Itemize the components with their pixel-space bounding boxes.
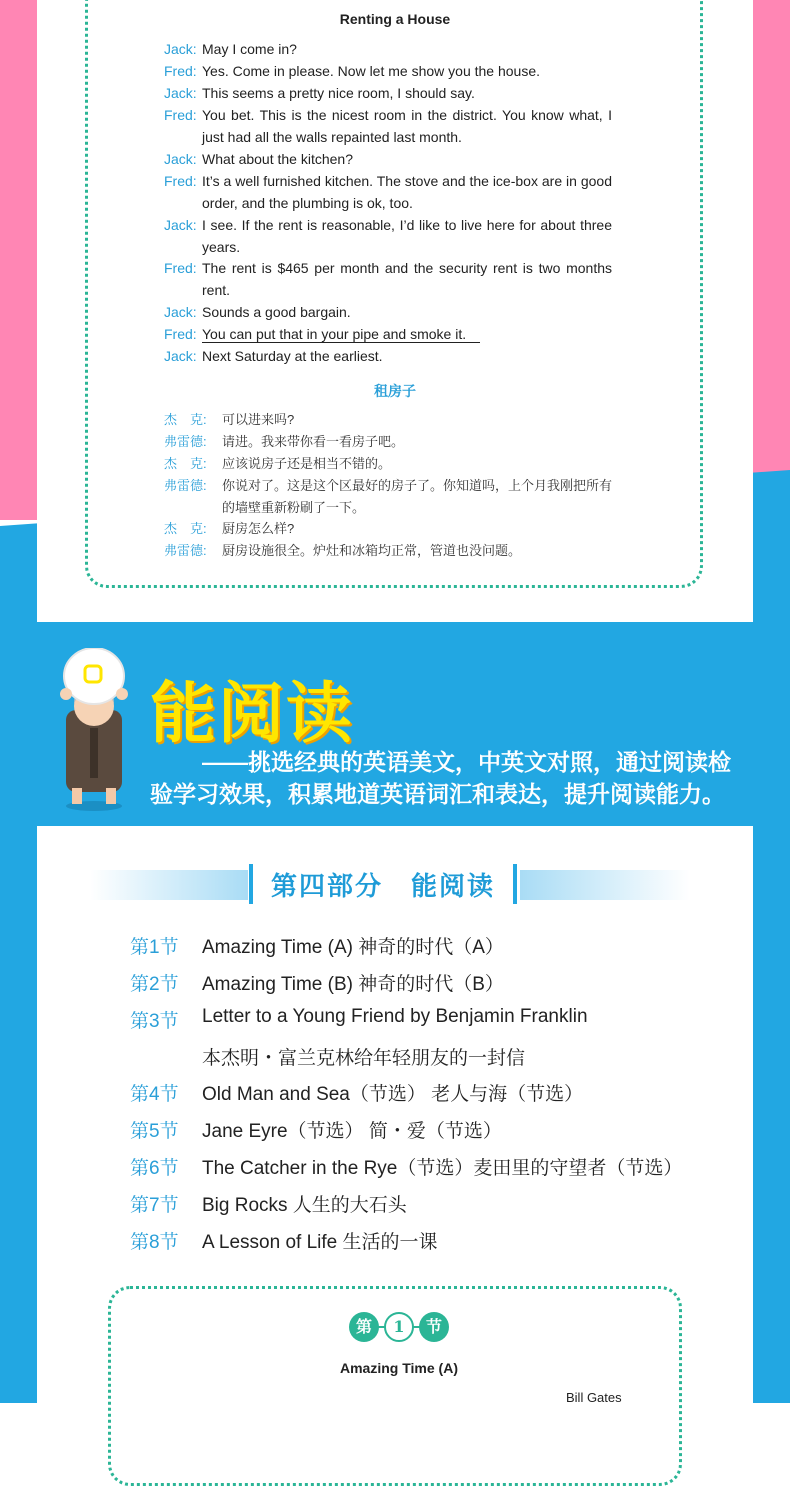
speaker-label: Jack: — [164, 348, 197, 364]
translation-text: 厨房设施很全。炉灶和冰箱均正常，管道也没问题。 — [222, 543, 522, 558]
toc-item-title[interactable]: A Lesson of Life 生活的一课 — [202, 1232, 438, 1253]
translation-text: 厨房怎么样? — [222, 521, 295, 536]
speaker-label: 弗雷德: — [164, 543, 207, 558]
dialogue-text: You bet. This is the nicest room in the district. You know what, I just had all the walls repainted last month. — [202, 107, 612, 145]
dialogue-text: I see. If the rent is reasonable, I’d like to live here for about three years. — [202, 217, 612, 255]
speaker-label: Fred: — [164, 63, 197, 79]
banner-subtitle-line1: ——挑选经典的英语美文，中英文对照，通过阅读检 — [202, 749, 731, 775]
story-author: Bill Gates — [566, 1390, 622, 1405]
speaker-label: 弗雷德: — [164, 478, 207, 493]
translation-title: 租房子 — [374, 383, 416, 399]
speaker-label: 杰 克: — [164, 456, 207, 471]
toc-item-number: 第5节 — [130, 1121, 179, 1142]
speaker-label: 弗雷德: — [164, 434, 207, 449]
dialogue-title: Renting a House — [339, 11, 451, 27]
speaker-label: Fred: — [164, 107, 197, 123]
toc-item-title[interactable]: The Catcher in the Rye（节选）麦田里的守望者（节选） — [202, 1158, 683, 1179]
badge-circle: 1 — [384, 1312, 414, 1342]
speaker-label: 杰 克: — [164, 412, 207, 427]
underline-mark — [202, 342, 480, 343]
dialogue-text: May I come in? — [202, 41, 297, 57]
toc-item-number: 第7节 — [130, 1195, 179, 1216]
badge-circle: 节 — [419, 1312, 449, 1342]
speaker-label: Jack: — [164, 217, 197, 233]
speaker-label: Jack: — [164, 151, 197, 167]
section-title: 第四部分 能阅读 — [270, 871, 495, 901]
banner-title: 能阅读 — [150, 676, 354, 750]
banner-subtitle-line2: 验学习效果，积累地道英语词汇和表达，提升阅读能力。 — [150, 781, 725, 807]
speaker-label: Fred: — [164, 260, 197, 276]
toc-item-title-cn[interactable]: 本杰明・富兰克林给年轻朋友的一封信 — [202, 1048, 526, 1069]
speaker-label: Fred: — [164, 326, 197, 342]
dialogue-text: You can put that in your pipe and smoke it. — [202, 326, 467, 342]
translation-text: 请进。我来带你看一看房子吧。 — [222, 434, 405, 449]
toc-item-number: 第3节 — [130, 1011, 179, 1032]
section-badge — [349, 1312, 449, 1342]
dialogue-text: Sounds a good bargain. — [202, 304, 351, 320]
toc-item-title[interactable]: Amazing Time (B) 神奇的时代（B） — [202, 974, 504, 995]
translation-text: 应该说房子还是相当不错的。 — [222, 456, 392, 471]
toc-item-number: 第1节 — [130, 937, 179, 958]
story-title: Amazing Time (A) — [340, 1360, 458, 1376]
translation-text: 你说对了。这是这个区最好的房子了。你知道吗，上个月我刚把所有的墙壁重新粉刷了一下。 — [222, 478, 613, 515]
toc-item-title[interactable]: Big Rocks 人生的大石头 — [202, 1195, 407, 1216]
section-header-bar-left — [90, 870, 248, 900]
toc-item-title[interactable]: Letter to a Young Friend by Benjamin Franklin — [202, 1006, 588, 1027]
mascot-illustration — [52, 648, 136, 812]
toc-item-number: 第2节 — [130, 974, 179, 995]
speaker-label: Fred: — [164, 173, 197, 189]
speaker-label: Jack: — [164, 304, 197, 320]
translation-text: 可以进来吗? — [222, 412, 295, 427]
toc-item-title[interactable]: Old Man and Sea（节选） 老人与海（节选） — [202, 1084, 584, 1105]
badge-circle: 第 — [349, 1312, 379, 1342]
speaker-label: Jack: — [164, 85, 197, 101]
dialogue-text: Next Saturday at the earliest. — [202, 348, 383, 364]
speaker-label: Jack: — [164, 41, 197, 57]
dialogue-text: It’s a well furnished kitchen. The stove and the ice-box are in good order, and the plumbing is ok, too. — [202, 173, 612, 211]
toc-item-number: 第8节 — [130, 1232, 179, 1253]
dialogue-text: This seems a pretty nice room, I should say. — [202, 85, 475, 101]
toc-item-title[interactable]: Amazing Time (A) 神奇的时代（A） — [202, 937, 504, 958]
toc-item-number: 第4节 — [130, 1084, 179, 1105]
toc-item-title[interactable]: Jane Eyre（节选） 简・爱（节选） — [202, 1121, 502, 1142]
dialogue-text: What about the kitchen? — [202, 151, 353, 167]
toc-item-number: 第6节 — [130, 1158, 179, 1179]
speaker-label: 杰 克: — [164, 521, 207, 536]
dialogue-text: Yes. Come in please. Now let me show you the house. — [202, 63, 541, 79]
dialogue-text: The rent is $465 per month and the security rent is two months rent. — [202, 260, 612, 298]
section-header-bar-right — [520, 870, 690, 900]
